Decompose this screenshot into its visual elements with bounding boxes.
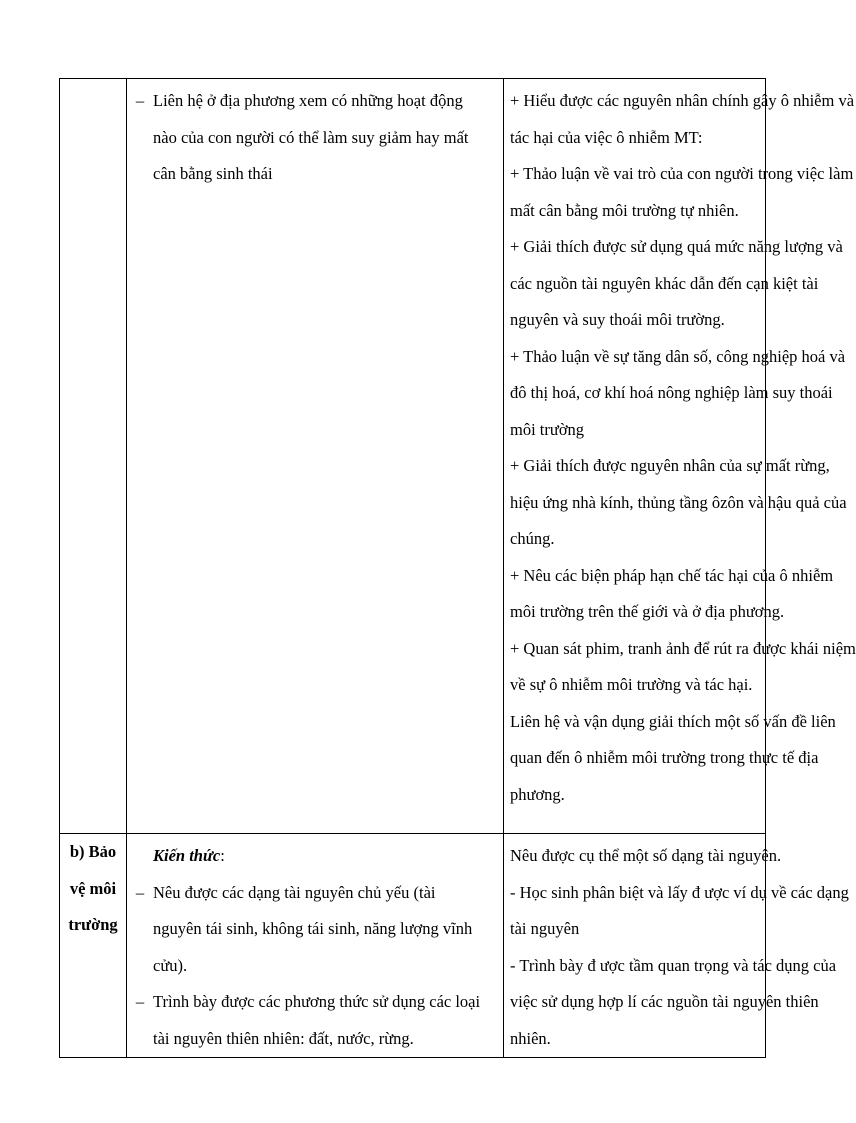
dash-marker: – [135, 992, 145, 1011]
text-line: + Nêu các biện pháp hạn chế tác hại của ô nhiễm [510, 565, 834, 585]
text-line: - Trình bày đ ược tầm quan trọng và tác dụng của [510, 955, 837, 975]
text-line: nguyên và suy thoái môi trường. [510, 310, 725, 329]
text-line: phương. [510, 784, 565, 804]
text-line: cửu). [153, 955, 188, 975]
dash-marker: – [135, 91, 145, 110]
objective-cell [504, 834, 849, 1058]
text-line: môi trường trên thế giới và ở địa phương. [510, 602, 785, 621]
text-line: - Học sinh phân biệt và lấy đ ược ví dụ về các dạng [510, 882, 849, 902]
section-heading: Kiến thức [153, 846, 221, 865]
text-line: Nêu được cụ thể một số dạng tài nguyên. [510, 846, 782, 865]
text-line: + Hiểu được các nguyên nhân chính gây ô nhiễm và [510, 91, 855, 110]
text-line: hiệu ứng nhà kính, thủng tầng ôzôn và hậu quả của [510, 492, 847, 512]
curriculum-table [59, 78, 856, 1058]
bullet-item [127, 984, 499, 1057]
text-line: tác hại của việc ô nhiễm MT: [510, 127, 703, 147]
objective-cell [504, 79, 856, 834]
content-cell [127, 834, 504, 1058]
text-line: tài nguyên [510, 919, 580, 938]
text-line: quan đến ô nhiễm môi trường trong thực tế địa [510, 748, 819, 767]
topic-line: vệ môi [69, 878, 117, 898]
text-line: nguyên tái sinh, không tái sinh, năng lượng vĩnh [153, 919, 473, 938]
table-row [60, 834, 766, 1058]
topic-cell [60, 79, 127, 834]
text-line: đô thị hoá, cơ khí hoá nông nghiệp làm suy thoái [510, 383, 833, 402]
text-line: mất cân bằng môi trường tự nhiên. [510, 200, 739, 220]
text-line: Nêu được các dạng tài nguyên chủ yếu (tài [153, 882, 436, 902]
text-line: nào của con người có thể làm suy giảm hay mất [153, 127, 469, 147]
content-cell [127, 79, 504, 834]
text-line: Liên hệ ở địa phương xem có những hoạt động [153, 91, 463, 110]
text-line: chúng. [510, 529, 555, 548]
bullet-item [127, 83, 499, 193]
text-line: Trình bày được các phương thức sử dụng các loại [153, 992, 481, 1011]
text-line: về sự ô nhiễm môi trường và tác hại. [510, 675, 753, 694]
bullet-item [127, 875, 499, 985]
dash-marker: – [135, 882, 145, 902]
text-line: + Giải thích được nguyên nhân của sự mất rừng, [510, 456, 830, 475]
text-line: cân bằng sinh thái [153, 164, 273, 183]
topic-line: trường [68, 915, 118, 934]
text-line: + Thảo luận về sự tăng dân số, công nghiệp hoá và [510, 346, 846, 366]
topic-line: b) Bảo [69, 842, 117, 861]
text-line: môi trường [510, 419, 585, 439]
text-line: + Quan sát phim, tranh ảnh để rút ra được khái niệm [510, 638, 856, 658]
text-line: Liên hệ và vận dụng giải thích một số vấn đề liên [510, 711, 836, 731]
text-line: tài nguyên thiên nhiên: đất, nước, rừng. [153, 1028, 414, 1048]
text-line: + Thảo luận về vai trò của con người trong việc làm [510, 164, 854, 183]
table-row [60, 79, 766, 834]
text-line: nhiên. [510, 1028, 551, 1048]
topic-cell [60, 834, 127, 1058]
text-line: các nguồn tài nguyên khác dẫn đến cạn kiệt tài [510, 273, 819, 293]
heading-colon: : [220, 846, 225, 865]
text-line: việc sử dụng hợp lí các nguồn tài nguyên thiên [510, 992, 819, 1011]
text-line: + Giải thích được sử dụng quá mức năng lượng và [510, 237, 843, 256]
